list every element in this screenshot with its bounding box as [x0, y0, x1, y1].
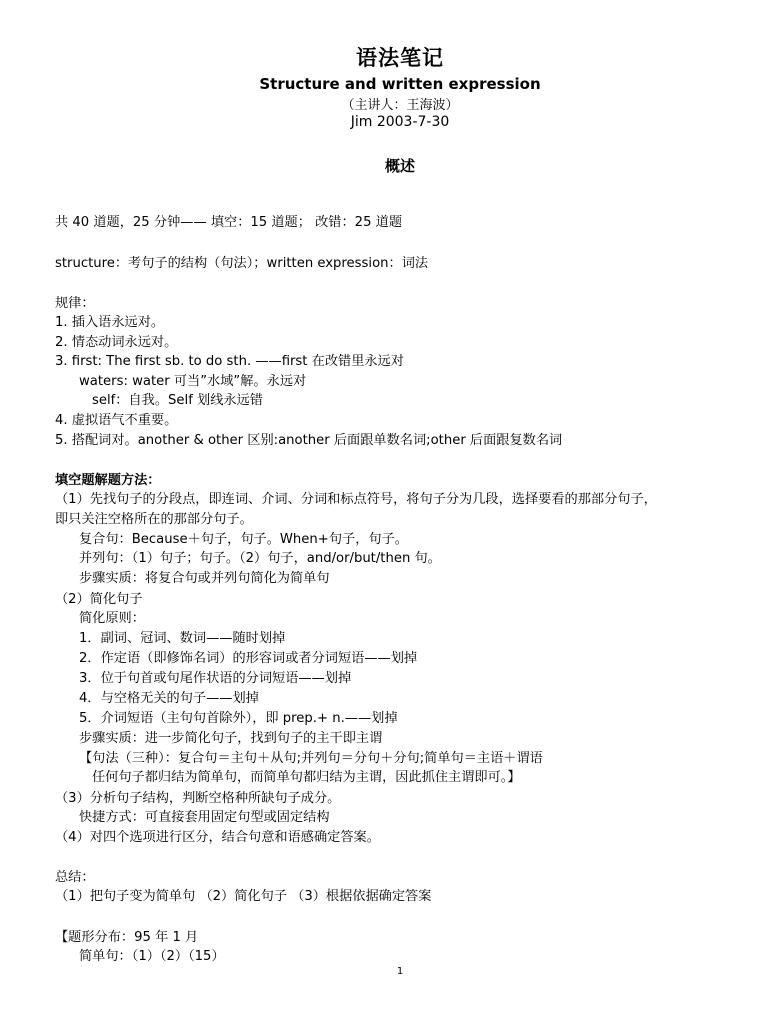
rule-subitem: waters: water 可当”水域”解。永远对	[79, 374, 307, 389]
overview-counts: 共 40 道题，25 分钟—— 填空：15 道题； 改错：25 道题	[55, 215, 403, 230]
method-line: 并列句：（1）句子；句子。（2）句子，and/or/but/then 句。	[79, 551, 441, 566]
summary-text: （1）把句子变为简单句 （2）简化句子 （3）根据依据确定答案	[55, 889, 432, 904]
method-heading: 填空题解题方法：	[55, 473, 161, 488]
method-line: 步骤实质：将复合句或并列句简化为简单句	[79, 571, 330, 586]
author-date-line: Jim 2003-7-30	[350, 114, 450, 130]
method-line: 简化原则：	[79, 611, 145, 626]
method-line: （2）简化句子	[55, 592, 143, 607]
method-line: 即只关注空格所在的那部分句子。	[55, 512, 253, 527]
lecturer-line: （主讲人：王海波）	[341, 98, 459, 113]
method-line: 2．作定语（即修饰名词）的形容词或者分词短语——划掉	[79, 651, 418, 666]
document-title: 语法笔记	[356, 46, 444, 70]
method-line: 快捷方式：可直接套用固定句型或固定结构	[79, 810, 330, 825]
distribution-simple: 简单句：（1）（2）（15）	[79, 949, 225, 964]
distribution-heading: 【题形分布：95 年 1 月	[55, 930, 199, 945]
method-line: 任何句子都归结为简单句，而简单句都归结为主谓，因此抓住主谓即可。】	[92, 770, 521, 785]
summary-heading: 总结：	[55, 870, 95, 885]
rule-item: 3. first: The first sb. to do sth. ——first 在改错里永远对	[55, 354, 404, 369]
document-subtitle: Structure and written expression	[259, 75, 541, 93]
rule-item: 1. 插入语永远对。	[55, 315, 165, 330]
method-line: （3）分析句子结构，判断空格种所缺句子成分。	[55, 791, 341, 806]
rule-subitem: self：自我。Self 划线永远错	[92, 393, 263, 408]
method-line: 5．介词短语（主句句首除外），即 prep.+ n.——划掉	[79, 711, 398, 726]
method-line: 步骤实质：进一步简化句子，找到句子的主干即主谓	[79, 731, 383, 746]
rule-item: 4. 虚拟语气不重要。	[55, 413, 178, 428]
method-line: 4．与空格无关的句子——划掉	[79, 691, 259, 706]
overview-definition: structure：考句子的结构（句法）；written expression：词法	[55, 256, 429, 271]
method-line: 1．副词、冠词、数词——随时划掉	[79, 631, 286, 646]
page-number: 1	[396, 966, 404, 977]
rule-item: 5. 搭配词对。another & other 区别:another 后面跟单数名词;other 后面跟复数名词	[55, 433, 563, 448]
rules-heading: 规律：	[55, 296, 95, 311]
method-line: 【句法（三种）：复合句＝主句＋从句;并列句＝分句＋分句;简单句＝主语＋谓语	[79, 751, 543, 766]
method-line: （1）先找句子的分段点，即连词、介词、分词和标点符号，将句子分为几段，选择要看的那部分句子，	[55, 492, 657, 507]
method-line: 复合句：Because＋句子，句子。When+句子，句子。	[79, 532, 408, 547]
method-line: 3．位于句首或句尾作状语的分词短语——划掉	[79, 671, 352, 686]
method-line: （4）对四个选项进行区分，结合句意和语感确定答案。	[55, 830, 380, 845]
section-heading-overview: 概述	[384, 157, 415, 175]
rule-item: 2. 情态动词永远对。	[55, 335, 178, 350]
